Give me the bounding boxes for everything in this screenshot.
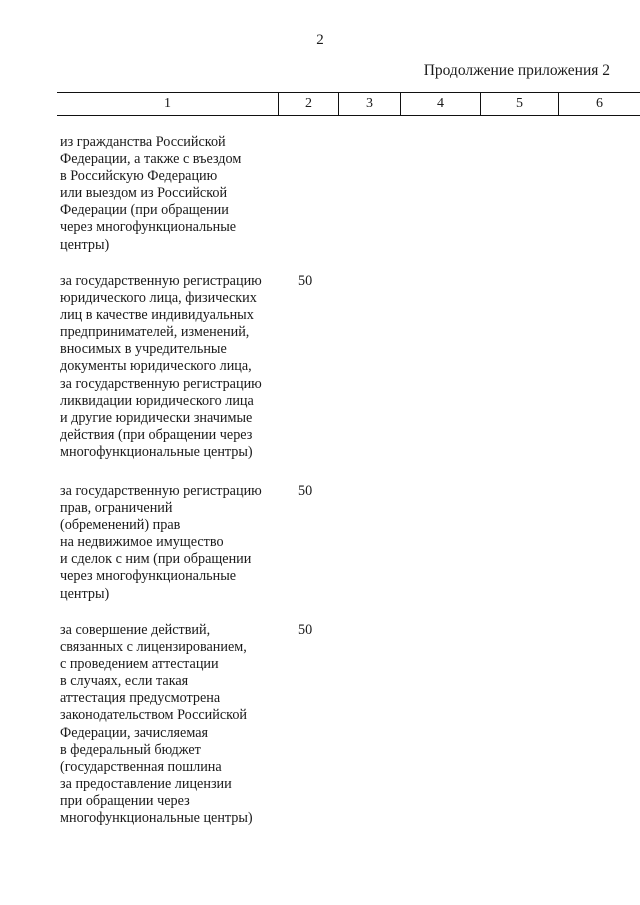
row-text-line: связанных с лицензированием,	[60, 639, 247, 656]
row-text-line: за предоставление лицензии	[60, 775, 232, 792]
row-text-line: на недвижимое имущество	[60, 534, 224, 551]
column-header-5: 5	[480, 93, 558, 115]
row-text-line: в федеральный бюджет	[60, 741, 201, 758]
table-row	[60, 622, 320, 827]
column-header-6: 6	[558, 93, 640, 115]
row-text-line: в случаях, если такая	[60, 673, 189, 690]
row-text-line: центры)	[60, 236, 110, 253]
column-header-4: 4	[400, 93, 480, 115]
row-text-line: Федерации, а также с въездом	[60, 151, 242, 168]
row-text-line: при обращении через	[60, 792, 190, 809]
row-text-line: ликвидации юридического лица	[60, 392, 254, 409]
row-text-line: в Российскую Федерацию	[60, 168, 218, 185]
row-text-line: (государственная пошлина	[60, 758, 222, 775]
row-text-line: Федерации, зачисляемая	[60, 724, 209, 741]
column-header-3: 3	[338, 93, 400, 115]
row-text-line: юридического лица, физических	[60, 290, 257, 307]
row-text-line: (обременений) прав	[60, 517, 181, 534]
column-header-1: 1	[164, 96, 171, 111]
row-text-line: вносимых в учредительные	[60, 341, 227, 358]
row-text-line: многофункциональные центры)	[60, 443, 253, 460]
row-text-line: прав, ограничений	[60, 500, 173, 517]
row-text-line: за совершение действий,	[60, 622, 211, 638]
row-text-line: многофункциональные центры)	[60, 810, 253, 827]
column-header-2: 2	[278, 93, 338, 115]
row-text-line: лиц в качестве индивидуальных	[60, 307, 254, 324]
row-text-line: за государственную регистрацию	[60, 375, 262, 392]
row-text-line: через многофункциональные	[60, 219, 237, 236]
row-text-line: и сделок с ним (при обращении	[60, 551, 252, 568]
row-text-line: или выездом из Российской	[60, 185, 228, 202]
row-value-col2: 50	[298, 622, 313, 638]
row-text-line: предпринимателей, изменений,	[60, 324, 250, 341]
row-text-line: за государственную регистрацию	[60, 273, 262, 289]
row-text-line: центры)	[60, 585, 110, 602]
row-value-col2: 50	[298, 273, 313, 289]
row-text-line: и другие юридически значимые	[60, 409, 253, 426]
row-value-col2: 50	[298, 483, 313, 499]
table-row	[60, 134, 320, 254]
row-text-line: с проведением аттестации	[60, 656, 219, 673]
row-text-line: Федерации (при обращении	[60, 202, 229, 219]
row-text-line: через многофункциональные	[60, 568, 237, 585]
table-row	[60, 273, 320, 461]
row-text-line: за государственную регистрацию	[60, 483, 262, 499]
row-text-line: аттестация предусмотрена	[60, 690, 221, 707]
continuation-label: Продолжение приложения 2	[423, 62, 610, 79]
row-text-line: действия (при обращении через	[60, 426, 253, 443]
row-text-line: документы юридического лица,	[60, 358, 252, 375]
page-number: 2	[316, 32, 324, 48]
row-text-line: законодательством Российской	[60, 707, 248, 724]
table-row	[60, 483, 320, 603]
column-header-row	[57, 92, 640, 116]
row-text-line: из гражданства Российской	[60, 134, 226, 150]
